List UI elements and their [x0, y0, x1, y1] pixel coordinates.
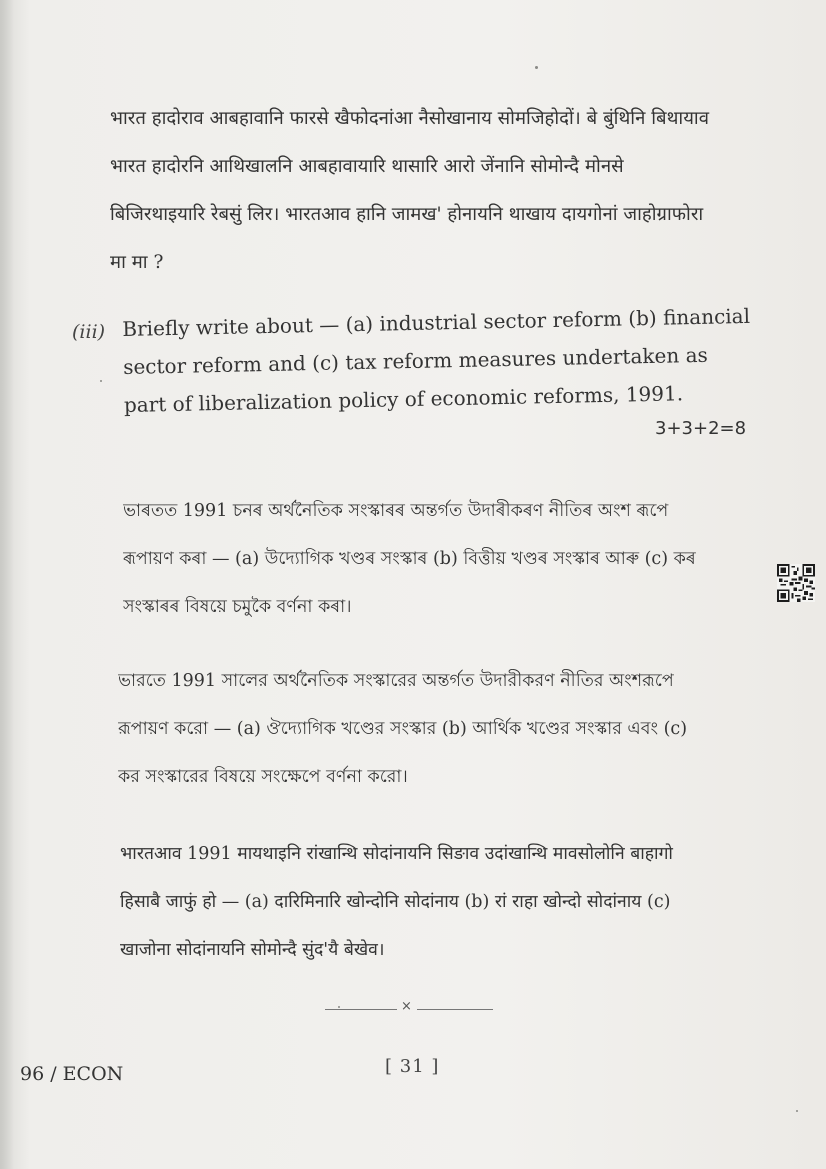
bodo-question-paragraph-2: [120, 830, 785, 974]
scan-speck: [535, 66, 538, 69]
text-line: बिजिरथाइयारि रेबसुं लिर। भारतआव हानि जामख' होनायनि थाखाय दायगोनां जाहोग्राफोरा: [110, 204, 704, 225]
text-line: भारत हादोरनि आथिखालनि आबहावायारि थासारि आरो जेंनानि सोमोन्दै मोनसे: [110, 156, 624, 177]
text-line: কর সংস্কারের বিষয়ে সংক্ষেপে বর্ণনা করো।: [118, 767, 408, 787]
separator-rule: [417, 1009, 493, 1010]
english-question-text: [122, 297, 756, 424]
marks-allocation: 3+3+2=8: [655, 418, 747, 439]
text-line: मा मा ?: [110, 252, 164, 273]
end-separator: [325, 999, 493, 1019]
text-line: भारत हादोराव आबहावानि फारसे खैफोदनांआ नैसोखानाय सोमजिहोदों। बे बुंथिनि बिथायाव: [110, 108, 710, 129]
text-line: ভাৰতত 1991 চনৰ অৰ্থনৈতিক সংস্কাৰৰ অন্তৰ্গত উদাৰীকৰণ নীতিৰ অংশ ৰূপে: [123, 501, 669, 521]
page-number: [ 31 ]: [385, 1056, 440, 1077]
text-line: भारतआव 1991 मायथाइनि रांखान्थि सोदांनायनि सिङाव उदांखान्थि मावसोलोनि बाहागो: [120, 844, 673, 864]
text-line: সংস্কাৰৰ বিষয়ে চমুকৈ বৰ্ণনা কৰা।: [123, 597, 352, 617]
scan-speck: [338, 1006, 340, 1008]
text-line: खाजोना सोदांनायनि सोमोन्दै सुंद'यै बेखेव।: [120, 940, 385, 960]
assamese-question-paragraph: [123, 487, 773, 631]
text-line: sector reform and (c) tax reform measures undertaken as: [122, 342, 708, 379]
text-line: ৰূপায়ণ কৰা — (a) উদ্যোগিক খণ্ডৰ সংস্কাৰ (b) বিত্তীয় খণ্ডৰ সংস্কাৰ আৰু (c) কৰ: [123, 549, 696, 569]
scan-speck: [796, 1110, 798, 1112]
separator-cross-icon: ×: [401, 999, 412, 1014]
bengali-question-paragraph: [118, 657, 783, 801]
scan-speck: [100, 380, 102, 382]
text-line: ভারতে 1991 সালের অর্থনৈতিক সংস্কারের অন্তর্গত উদারীকরণ নীতির অংশরূপে: [118, 671, 674, 691]
text-line: রূপায়ণ করো — (a) ঔদ্যোগিক খণ্ডের সংস্কার (b) আর্থিক খণ্ডের সংস্কার এবং (c): [118, 719, 688, 739]
separator-rule: [325, 1009, 397, 1010]
qr-code-icon: [777, 564, 815, 602]
text-line: part of liberalization policy of economic reforms, 1991.: [123, 381, 684, 417]
text-line: Briefly write about — (a) industrial sector reform (b) financial: [122, 303, 751, 341]
text-line: हिसाबै जाफुं हो — (a) दारिमिनारि खोन्दोनि सोदांनाय (b) रां राहा खोन्दो सोदांनाय (c): [120, 892, 671, 912]
paper-code: 96 / ECON: [20, 1063, 124, 1085]
bodo-question-paragraph: [110, 95, 750, 287]
question-number: (iii): [72, 321, 106, 343]
